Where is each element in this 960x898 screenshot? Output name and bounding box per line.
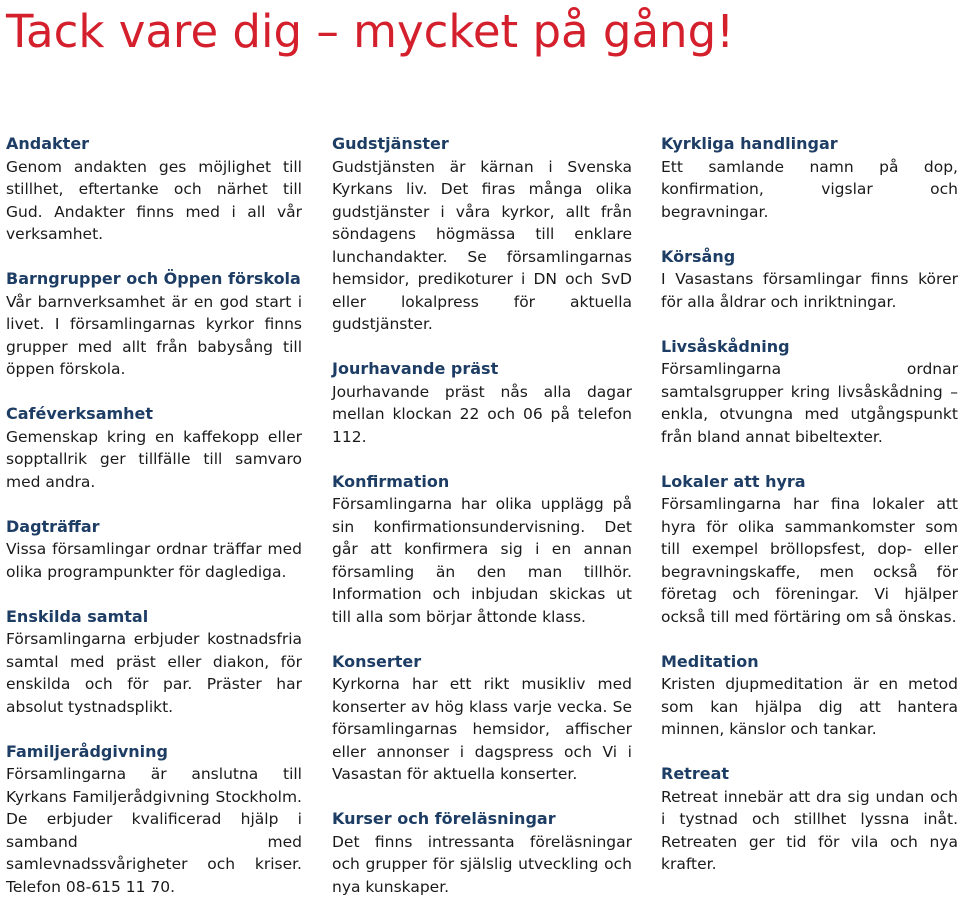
- section-heading: Kyrkliga handlingar: [661, 133, 958, 156]
- section-body: Församlingarna har olika upplägg på sin konfirmationsundervisning. Det går att konfirmera sig i en annan församling än den man tillhör. Information och inbjudan skickas ut till alla som börjar åttonde klass.: [332, 493, 632, 628]
- section-body: Gudstjänsten är kärnan i Svenska Kyrkans liv. Det firas många olika gudstjänster i våra kyrkor, allt från söndagens högmässa till enklare lunchandakter. Se församlingarnas hemsidor, predikoturer i DN och SvD eller lokalpress för aktuella gudstjänster.: [332, 156, 632, 336]
- section-dagtraffar: [6, 516, 302, 584]
- section-body: Kyrkorna har ett rikt musikliv med konserter av hög klass varje vecka. Se församlingarnas hemsidor, affischer eller annonser i dagspress och Vi i Vasastan för aktuella konserter.: [332, 673, 632, 786]
- section-body: Vissa församlingar ordnar träffar med olika programpunkter för daglediga.: [6, 538, 302, 583]
- section-body: Genom andakten ges möjlighet till stillhet, eftertanke och närhet till Gud. Andakter finns med i all vår verksamhet.: [6, 156, 302, 246]
- section-jourhavande-prast: [332, 358, 632, 448]
- section-konfirmation: [332, 471, 632, 629]
- section-heading: Enskilda samtal: [6, 606, 302, 629]
- section-heading: Livsåskådning: [661, 336, 958, 359]
- column-left: [6, 133, 302, 898]
- section-korsang: [661, 246, 958, 314]
- section-heading: Kurser och föreläsningar: [332, 808, 632, 831]
- section-familjeradgivning: [6, 741, 302, 898]
- section-body: I Vasastans församlingar finns körer för alla åldrar och inriktningar.: [661, 268, 958, 313]
- section-meditation: [661, 651, 958, 741]
- section-enskilda-samtal: [6, 606, 302, 719]
- section-body: Vår barnverksamhet är en god start i livet. I församlingarnas kyrkor finns grupper med allt från babysång till öppen förskola.: [6, 291, 302, 381]
- section-barngrupper: [6, 268, 302, 381]
- section-cafeverksamhet: [6, 403, 302, 493]
- section-heading: Meditation: [661, 651, 958, 674]
- section-gudstjanster: [332, 133, 632, 336]
- section-kyrkliga-handlingar: [661, 133, 958, 223]
- column-middle: [332, 133, 632, 898]
- section-heading: Körsång: [661, 246, 958, 269]
- section-retreat: [661, 763, 958, 876]
- column-right: [661, 133, 958, 876]
- section-body: Församlingarna erbjuder kostnadsfria samtal med präst eller diakon, för enskilda och för par. Präster har absolut tystnadsplikt.: [6, 628, 302, 718]
- section-konserter: [332, 651, 632, 786]
- section-lokaler: [661, 471, 958, 629]
- section-andakter: [6, 133, 302, 246]
- section-body: Församlingarna ordnar samtalsgrupper kring livsåskådning – enkla, otvungna med utgångspunkt från bland annat bibeltexter.: [661, 358, 958, 448]
- section-heading: Konserter: [332, 651, 632, 674]
- section-heading: Familjerådgivning: [6, 741, 302, 764]
- section-heading: Andakter: [6, 133, 302, 156]
- section-heading: Dagträffar: [6, 516, 302, 539]
- section-body: Församlingarna har fina lokaler att hyra för olika sammankomster som till exempel bröllopsfest, dop- eller begravningskaffe, men också för företag och föreningar. Vi hjälper också till med förtäring om så önskas.: [661, 493, 958, 628]
- section-heading: Caféverksamhet: [6, 403, 302, 426]
- section-heading: Lokaler att hyra: [661, 471, 958, 494]
- section-kurser: [332, 808, 632, 898]
- section-body: Det finns intressanta föreläsningar och grupper för själslig utveckling och nya kunskaper.: [332, 831, 632, 898]
- section-heading: Konfirmation: [332, 471, 632, 494]
- section-heading: Gudstjänster: [332, 133, 632, 156]
- section-livsaskadning: [661, 336, 958, 449]
- section-heading: Retreat: [661, 763, 958, 786]
- section-body: Kristen djupmeditation är en metod som kan hjälpa dig att hantera minnen, känslor och tankar.: [661, 673, 958, 741]
- section-body: Gemenskap kring en kaffekopp eller sopptallrik ger tillfälle till samvaro med andra.: [6, 426, 302, 494]
- section-body: Församlingarna är anslutna till Kyrkans Familjerådgivning Stockholm. De erbjuder kvalificerad hjälp i samband med samlevnadssvårigheter och kriser. Telefon 08-615 11 70.: [6, 763, 302, 898]
- section-body: Retreat innebär att dra sig undan och i tystnad och stillhet lyssna inåt. Retreaten ger tid för vila och nya krafter.: [661, 786, 958, 876]
- page-title: Tack vare dig – mycket på gång!: [6, 0, 734, 64]
- section-body: Ett samlande namn på dop, konfirmation, vigslar och begravningar.: [661, 156, 958, 224]
- section-body: Jourhavande präst nås alla dagar mellan klockan 22 och 06 på telefon 112.: [332, 381, 632, 449]
- section-heading: Barngrupper och Öppen förskola: [6, 268, 302, 291]
- section-heading: Jourhavande präst: [332, 358, 632, 381]
